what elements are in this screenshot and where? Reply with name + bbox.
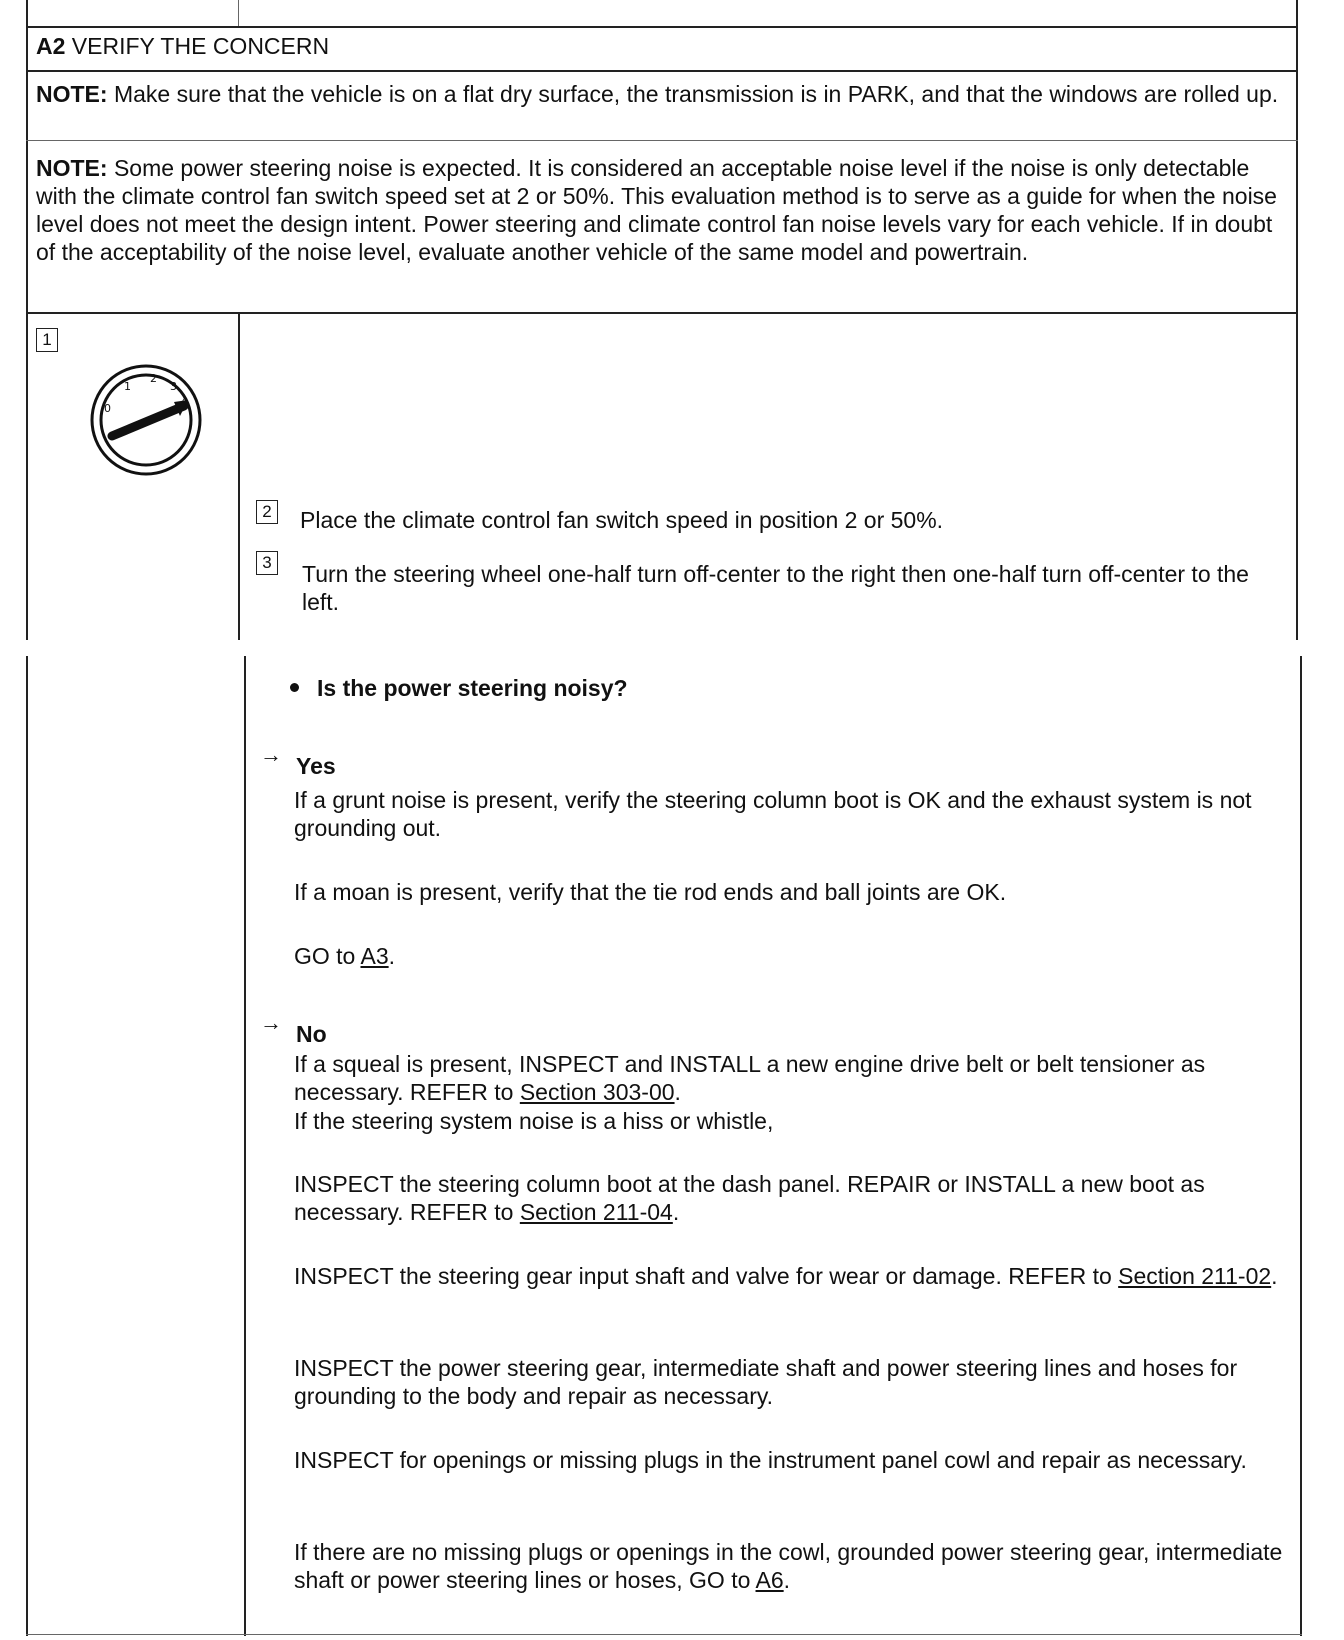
bullet-icon <box>290 683 299 692</box>
no-arrow-icon: → <box>260 1010 282 1035</box>
yes-paragraph-1: If a grunt noise is present, verify the steering column boot is OK and the exhaust system is not grounding out. <box>294 787 1252 841</box>
no-paragraph-6 <box>294 1538 1284 1594</box>
no-paragraph-3 <box>294 1262 1294 1290</box>
step-2-text: Place the climate control fan switch speed in position 2 or 50%. <box>300 507 944 533</box>
goto-a3-link[interactable]: A3 <box>360 943 389 969</box>
note-1 <box>36 80 1286 108</box>
no-paragraph-5: INSPECT for openings or missing plugs in the instrument panel cowl and repair as necessary. <box>294 1447 1247 1473</box>
no-p3-prefix: INSPECT the steering gear input shaft and valve for wear or damage. REFER to <box>294 1263 1119 1289</box>
question <box>290 674 628 702</box>
yes-goto <box>294 942 395 970</box>
note-2 <box>36 154 1288 266</box>
svg-text:1: 1 <box>124 380 131 393</box>
yes-arrow-icon: → <box>260 742 282 767</box>
lower-right-border <box>1300 656 1302 1636</box>
no-p6-suffix: . <box>783 1567 791 1593</box>
fan-switch-dial-icon <box>88 362 204 478</box>
header-top-rule <box>26 26 1298 28</box>
goto-a6-link[interactable]: A6 <box>755 1567 784 1593</box>
outer-left-border <box>26 0 28 640</box>
note-2-label: NOTE: <box>36 155 108 181</box>
lower-left-border <box>26 656 28 1636</box>
no-p6-prefix: If there are no missing plugs or openings in the cowl, grounded power steering gear, intermediate shaft or power steering lines or hoses, GO to <box>294 1539 1283 1593</box>
yes-label: Yes <box>296 753 336 779</box>
svg-text:0: 0 <box>104 402 111 415</box>
note1-bottom-rule <box>26 140 1298 141</box>
step-2-number: 2 <box>256 500 278 524</box>
bottom-rule <box>26 1634 1302 1635</box>
note-1-text: Make sure that the vehicle is on a flat dry surface, the transmission is in PARK, and that the windows are rolled up. <box>107 81 1279 107</box>
svg-text:3: 3 <box>170 380 177 393</box>
question-text: Is the power steering noisy? <box>317 675 628 701</box>
section-211-02-link[interactable]: Section 211-02 <box>1118 1263 1272 1289</box>
no-paragraph-2 <box>294 1170 1264 1226</box>
notes-bottom-rule <box>26 312 1298 314</box>
section-title: VERIFY THE CONCERN <box>71 33 330 59</box>
section-header <box>36 32 329 60</box>
lower-column-divider <box>244 656 246 1636</box>
svg-text:4: 4 <box>181 395 188 408</box>
no-paragraph-4: INSPECT the power steering gear, intermediate shaft and power steering lines and hoses for grounding to the body and repair as necessary. <box>294 1355 1238 1409</box>
top-stub <box>238 0 239 26</box>
section-code: A2 <box>36 33 66 59</box>
no-p1-prefix: If a squeal is present, INSPECT and INSTALL a new engine drive belt or belt tensioner as necessary. REFER to <box>294 1051 1206 1105</box>
yes-goto-prefix: GO to <box>294 943 361 969</box>
no-p1-suffix: . <box>674 1079 681 1105</box>
svg-text:2: 2 <box>150 372 157 385</box>
no-p3-suffix: . <box>1271 1263 1278 1289</box>
no-label: No <box>296 1021 327 1047</box>
yes-goto-suffix: . <box>388 943 396 969</box>
step-3-text: Turn the steering wheel one-half turn off-center to the right then one-half turn off-center to the left. <box>302 561 1249 615</box>
section-303-00-link[interactable]: Section 303-00 <box>519 1079 675 1105</box>
section-211-04-link[interactable]: Section 211-04 <box>519 1199 673 1225</box>
step-1-number: 1 <box>36 328 58 352</box>
header-bottom-rule <box>26 70 1298 72</box>
no-p2-prefix: INSPECT the steering column boot at the dash panel. REPAIR or INSTALL a new boot as necessary. REFER to <box>294 1171 1205 1225</box>
yes-paragraph-2: If a moan is present, verify that the tie rod ends and ball joints are OK. <box>294 879 1007 905</box>
step-3-number: 3 <box>256 551 278 575</box>
outer-right-border <box>1296 0 1298 640</box>
note-1-label: NOTE: <box>36 81 108 107</box>
upper-column-divider <box>238 314 240 640</box>
no-paragraph-1b: If the steering system noise is a hiss or whistle, <box>294 1108 774 1134</box>
no-p2-suffix: . <box>672 1199 680 1225</box>
note-2-text: Some power steering noise is expected. It is considered an acceptable noise level if the noise is only detectable with the climate control fan switch speed set at 2 or 50%. This evaluation method is to serve as a guide for when the noise level does not meet the design intent. Power steering and climate control fan noise levels vary for each vehicle. If in doubt of the acceptability of the noise level, evaluate another vehicle of the same model and powertrain. <box>36 155 1277 265</box>
no-paragraph-1 <box>294 1050 1288 1106</box>
